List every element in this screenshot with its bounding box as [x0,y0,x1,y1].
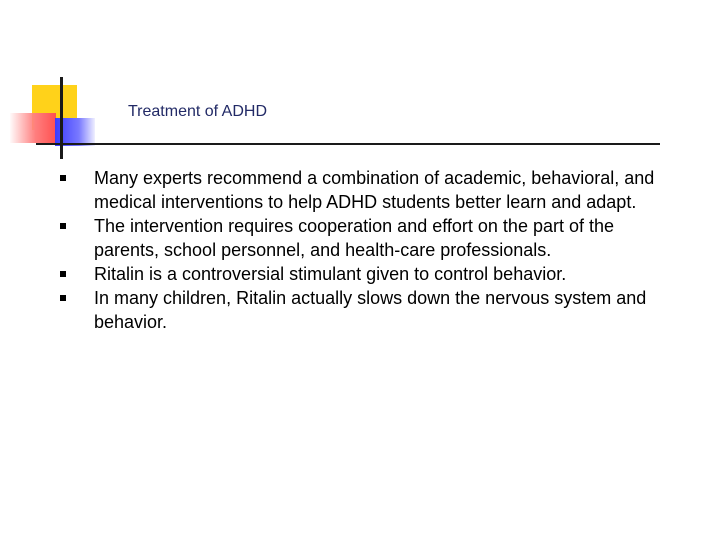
decor-horizontal-rule [36,143,660,145]
bullet-text: The intervention requires cooperation and effort on the part of the parents, school personnel, and health-care professionals. [94,216,615,260]
slide-title: Treatment of ADHD [128,103,268,120]
square-bullet-icon [60,295,66,301]
bullet-item [60,166,660,214]
bullet-list [60,166,660,334]
square-bullet-icon [60,223,66,229]
bullet-text: In many children, Ritalin actually slows down the nervous system and behavior. [94,288,647,332]
bullet-text: Ritalin is a controversial stimulant given to control behavior. [94,264,567,284]
decor-vertical-line [60,77,63,159]
bullet-item [60,286,660,334]
square-bullet-icon [60,271,66,277]
decor-red-square [10,113,56,143]
bullet-text: Many experts recommend a combination of academic, behavioral, and medical interventions to help ADHD students better learn and adapt. [94,168,655,212]
bullet-item [60,214,660,262]
square-bullet-icon [60,175,66,181]
bullet-item [60,262,660,286]
